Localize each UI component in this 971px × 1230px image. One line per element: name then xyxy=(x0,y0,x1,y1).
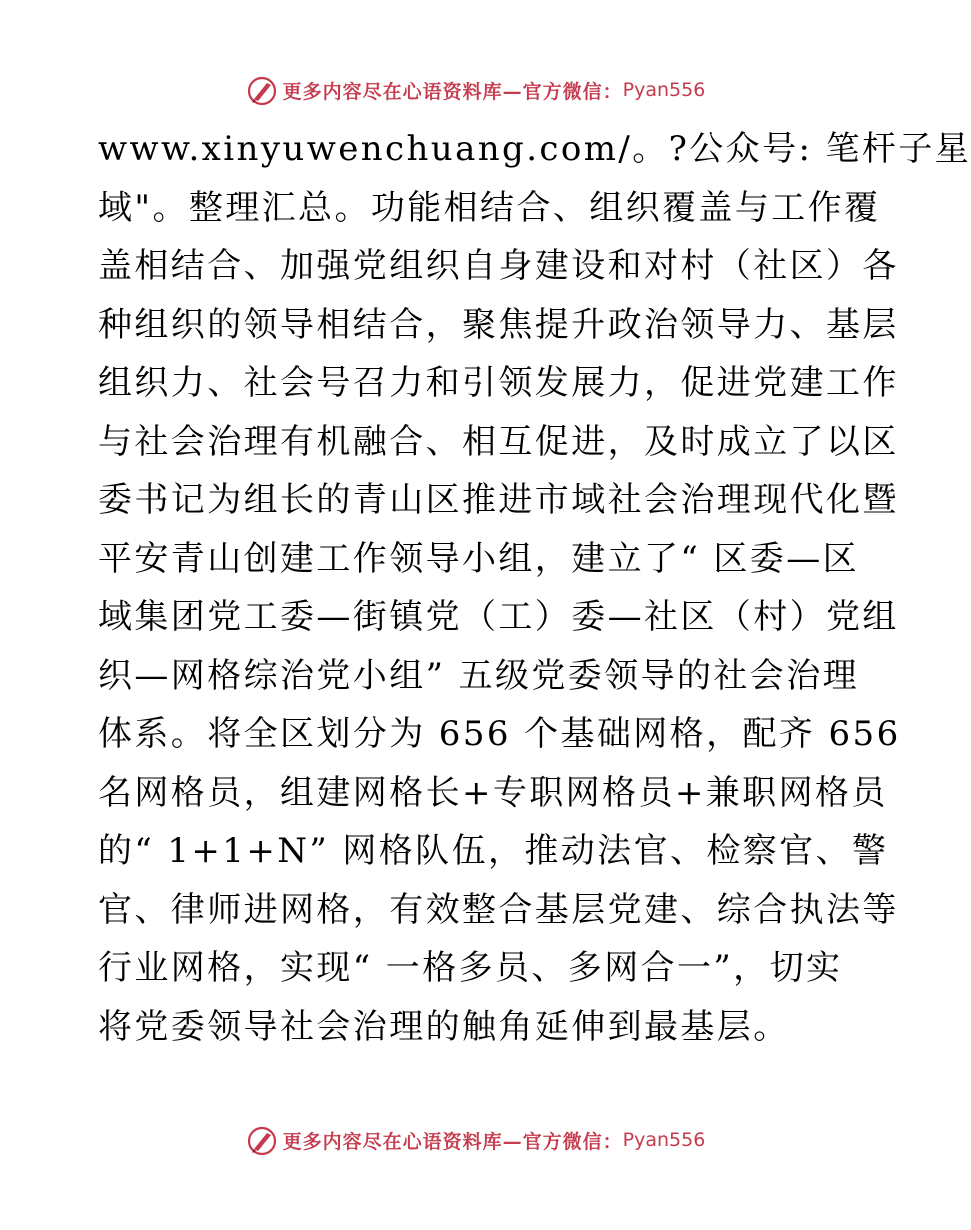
header-watermark xyxy=(0,70,950,110)
body-line: 域"。整理汇总。功能相结合、组织覆盖与工作覆 xyxy=(98,187,881,228)
body-line: 体系。将全区划分为 656 个基础网格，配齐 656 xyxy=(98,714,901,754)
watermark-wechat-id: Pyan556 xyxy=(622,1129,706,1151)
watermark-wechat-id: Pyan556 xyxy=(622,79,706,101)
body-line: 盖相结合、加强党组织自身建设和对村（社区）各 xyxy=(98,246,899,286)
pen-logo-icon xyxy=(245,1123,279,1157)
body-line: 官、律师进网格，有效整合基层党建、综合执法等 xyxy=(98,889,899,930)
body-line: 平安青山创建工作领导小组，建立了“ 区委—区 xyxy=(98,538,859,579)
watermark-text: 更多内容尽在心语资料库—官方微信： xyxy=(282,1130,623,1153)
watermark-text: 更多内容尽在心语资料库—官方微信： xyxy=(282,80,623,103)
footer-watermark xyxy=(0,1120,950,1160)
body-line: 域集团党工委—街镇党（工）委—社区（村）党组 xyxy=(98,597,899,637)
body-line: 行业网格，实现“ 一格多员、多网合一”，切实 xyxy=(98,948,843,988)
document-body xyxy=(98,120,971,1056)
body-line: www.xinyuwenchuang.com/。?公众号: 笔杆子星 xyxy=(98,129,971,169)
body-line: 与社会治理有机融合、相互促进，及时成立了以区 xyxy=(98,421,899,462)
body-line: 的“ 1+1+N” 网格队伍，推动法官、检察官、警 xyxy=(98,831,889,871)
body-line: 将党委领导社会治理的触角延伸到最基层。 xyxy=(98,1006,790,1047)
body-line: 种组织的领导相结合，聚焦提升政治领导力、基层 xyxy=(98,304,899,345)
pen-logo-icon xyxy=(245,73,279,107)
body-line: 组织力、社会号召力和引领发展力，促进党建工作 xyxy=(98,363,899,403)
body-line: 名网格员，组建网格长+专职网格员+兼职网格员 xyxy=(98,772,888,813)
body-line: 织—网格综治党小组” 五级党委领导的社会治理 xyxy=(98,655,859,696)
body-line: 委书记为组长的青山区推进市域社会治理现代化暨 xyxy=(98,480,899,520)
